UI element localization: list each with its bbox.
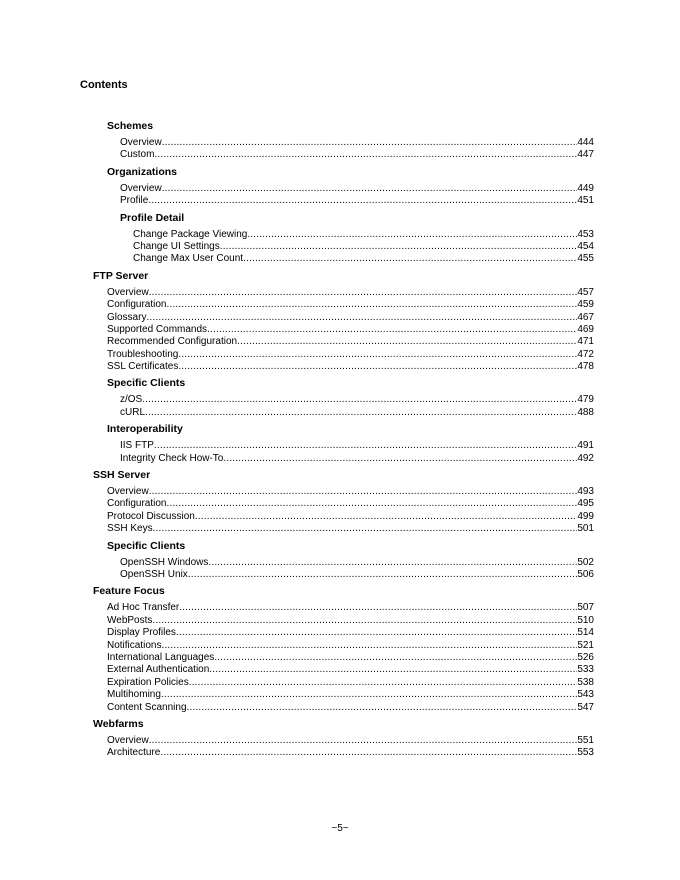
toc-section-heading: SSH Server xyxy=(93,469,151,482)
toc-entry[interactable] xyxy=(0,735,594,747)
dot-leader xyxy=(149,486,578,498)
toc-entry-page-number: 488 xyxy=(577,406,594,418)
toc-entry[interactable] xyxy=(0,195,594,207)
toc-entry-label: Overview xyxy=(120,137,162,148)
toc-entry-list xyxy=(0,440,680,465)
toc-entry-label: Recommended Configuration xyxy=(107,336,238,348)
toc-entry-page-number: 521 xyxy=(577,639,594,651)
dot-leader xyxy=(166,299,577,311)
toc-entry-label: Overview xyxy=(107,734,149,746)
toc-entry[interactable] xyxy=(0,677,594,689)
toc-entry-page-number: 478 xyxy=(577,361,594,373)
toc-section-heading: Webfarms xyxy=(93,717,144,730)
toc-entry-page-number: 479 xyxy=(577,394,594,406)
toc-entry-list xyxy=(0,287,680,374)
toc-section-heading: Specific Clients xyxy=(107,377,186,390)
toc-entry-label: cURL xyxy=(120,406,146,418)
toc-entry-label: Overview xyxy=(120,182,162,194)
toc-entry-list xyxy=(0,394,680,419)
toc-entry-page-number: 533 xyxy=(577,664,594,676)
toc-entry-page-number: 526 xyxy=(577,651,594,663)
toc-entry-label: IIS FTP xyxy=(120,440,154,452)
dot-leader xyxy=(161,640,577,652)
toc-entry-page-number: 453 xyxy=(577,228,594,240)
dot-leader xyxy=(166,498,577,510)
toc-entry-page-number: 492 xyxy=(577,452,594,464)
toc-entry-label: International Languages xyxy=(107,651,215,663)
toc-entry-list xyxy=(0,229,680,266)
toc-entry[interactable] xyxy=(0,747,594,759)
toc-entry-label: Change Max User Count xyxy=(133,253,244,265)
dot-leader xyxy=(188,569,578,581)
dot-leader xyxy=(208,557,577,569)
toc-entry-label: SSH Keys xyxy=(107,523,153,535)
toc-entry-page-number: 499 xyxy=(577,510,594,522)
dot-leader xyxy=(189,677,578,689)
toc-entry[interactable] xyxy=(0,137,594,149)
dot-leader xyxy=(162,137,578,149)
toc-entry-label: OpenSSH Windows xyxy=(120,556,209,568)
toc-entry[interactable] xyxy=(0,615,594,627)
toc-entry[interactable] xyxy=(0,440,594,452)
toc-entry[interactable] xyxy=(0,652,594,664)
dot-leader xyxy=(176,627,577,639)
toc-entry-label: Configuration xyxy=(107,498,167,510)
dot-leader xyxy=(154,440,577,452)
toc-entry-label: Notifications xyxy=(107,639,162,651)
toc-entry-list xyxy=(0,137,680,162)
dot-leader xyxy=(214,652,577,664)
toc-entry[interactable] xyxy=(0,349,594,361)
toc-entry-page-number: 493 xyxy=(577,486,594,498)
toc-entry-label: Overview xyxy=(107,486,149,498)
toc-entry-label: SSL Certificates xyxy=(107,361,179,373)
toc-entry-page-number: 454 xyxy=(577,240,594,252)
toc-section-heading: Specific Clients xyxy=(107,539,186,552)
toc-entry[interactable] xyxy=(0,394,594,406)
dot-leader xyxy=(145,407,577,419)
toc-entry[interactable] xyxy=(0,361,594,373)
toc-entry-page-number: 501 xyxy=(577,523,594,535)
toc-entry-page-number: 495 xyxy=(577,498,594,510)
toc-entry-label: Profile xyxy=(120,195,149,207)
toc-entry-label: Supported Commands xyxy=(107,323,208,335)
toc-entry-label: Multihoming xyxy=(107,689,161,701)
toc-entry-page-number: 543 xyxy=(577,689,594,701)
dot-leader xyxy=(148,195,577,207)
toc-section-heading: Feature Focus xyxy=(93,585,165,598)
toc-entry[interactable] xyxy=(0,511,594,523)
toc-entry-label: Integrity Check How-To xyxy=(120,452,224,464)
toc-entry[interactable] xyxy=(0,229,594,241)
toc-entry-label: Configuration xyxy=(107,299,167,311)
dot-leader xyxy=(223,453,577,465)
toc-entry[interactable] xyxy=(0,312,594,324)
toc-entry[interactable] xyxy=(0,299,594,311)
toc-entry[interactable] xyxy=(0,336,594,348)
toc-entry-page-number: 510 xyxy=(577,614,594,626)
dot-leader xyxy=(160,747,577,759)
toc-entry-page-number: 506 xyxy=(577,568,594,580)
toc-entry-page-number: 471 xyxy=(577,336,594,348)
dot-leader xyxy=(149,287,578,299)
toc-entry[interactable] xyxy=(0,702,594,714)
toc-entry-label: External Authentication xyxy=(107,664,210,676)
dot-leader xyxy=(152,615,577,627)
toc-entry-page-number: 502 xyxy=(577,556,594,568)
dot-leader xyxy=(178,361,577,373)
dot-leader xyxy=(187,702,578,714)
toc-entry[interactable] xyxy=(0,689,594,701)
toc-entry-label: Content Scanning xyxy=(107,701,187,713)
toc-entry-label: z/OS xyxy=(120,394,143,406)
toc-entry-page-number: 467 xyxy=(577,311,594,323)
toc-entry[interactable] xyxy=(0,640,594,652)
dot-leader xyxy=(237,336,577,348)
dot-leader xyxy=(162,183,578,195)
toc-entry[interactable] xyxy=(0,149,594,161)
dot-leader xyxy=(154,149,577,161)
toc-entry-page-number: 469 xyxy=(577,323,594,335)
toc-entry[interactable] xyxy=(0,253,594,265)
toc-entry[interactable] xyxy=(0,183,594,195)
toc-entry[interactable] xyxy=(0,241,594,253)
toc-entry[interactable] xyxy=(0,486,594,498)
toc-entry-label: Architecture xyxy=(107,747,161,759)
dot-leader xyxy=(146,312,577,324)
toc-entry[interactable] xyxy=(0,324,594,336)
toc-entry-list xyxy=(0,183,680,208)
toc-entry-label: WebPosts xyxy=(107,614,153,626)
dot-leader xyxy=(195,511,578,523)
dot-leader xyxy=(142,394,577,406)
toc-entry-page-number: 472 xyxy=(577,348,594,360)
toc-entry[interactable] xyxy=(0,557,594,569)
toc-entry[interactable] xyxy=(0,407,594,419)
toc-section-heading: Profile Detail xyxy=(120,211,185,224)
toc-entry-list xyxy=(0,735,680,760)
dot-leader xyxy=(209,664,577,676)
toc-entry-page-number: 455 xyxy=(577,253,594,265)
toc-entry-list xyxy=(0,602,680,714)
dot-leader xyxy=(161,689,577,701)
toc-entry-label: Ad Hoc Transfer xyxy=(107,602,180,614)
toc-entry-page-number: 491 xyxy=(577,440,594,452)
toc-entry-label: Custom xyxy=(120,149,155,161)
toc-entry-page-number: 444 xyxy=(577,137,594,148)
toc-entry-page-number: 451 xyxy=(577,195,594,207)
toc-section-heading: FTP Server xyxy=(93,269,149,282)
toc-entry-label: Display Profiles xyxy=(107,627,176,639)
dot-leader xyxy=(220,241,578,253)
dot-leader xyxy=(247,229,577,241)
toc-entry-page-number: 447 xyxy=(577,149,594,161)
toc-entry-page-number: 551 xyxy=(577,734,594,746)
toc-entry-page-number: 547 xyxy=(577,701,594,713)
toc-entry-list xyxy=(0,486,680,536)
toc-entry-label: Overview xyxy=(107,286,149,298)
toc-entry-label: Glossary xyxy=(107,311,147,323)
toc-entry[interactable] xyxy=(0,287,594,299)
toc-entry[interactable] xyxy=(0,602,594,614)
toc-section-heading: Interoperability xyxy=(107,423,183,436)
toc-entry[interactable] xyxy=(0,498,594,510)
toc-entry-label: Change Package Viewing xyxy=(133,228,248,240)
page-title: Contents xyxy=(80,79,128,91)
dot-leader xyxy=(149,735,578,747)
toc-entry-label: Protocol Discussion xyxy=(107,510,195,522)
dot-leader xyxy=(178,349,577,361)
toc-section-heading: Schemes xyxy=(107,120,154,132)
toc-entry-page-number: 553 xyxy=(577,747,594,759)
toc-entry-label: Change UI Settings xyxy=(133,240,220,252)
toc-entry-page-number: 449 xyxy=(577,182,594,194)
dot-leader xyxy=(243,253,577,265)
toc-entry[interactable] xyxy=(0,523,594,535)
toc-entry-label: OpenSSH Unix xyxy=(120,568,188,580)
dot-leader xyxy=(179,602,577,614)
toc-entry-list xyxy=(0,557,680,582)
toc-entry-page-number: 457 xyxy=(577,286,594,298)
toc-entry-page-number: 538 xyxy=(577,676,594,688)
page-number: ~5~ xyxy=(331,823,349,834)
toc-section-heading: Organizations xyxy=(107,165,178,178)
toc-entry[interactable] xyxy=(0,627,594,639)
table-of-contents xyxy=(0,120,680,764)
toc-entry-label: Troubleshooting xyxy=(107,348,179,360)
toc-entry-label: Expiration Policies xyxy=(107,676,189,688)
toc-entry[interactable] xyxy=(0,453,594,465)
toc-entry[interactable] xyxy=(0,569,594,581)
toc-entry-page-number: 507 xyxy=(577,602,594,614)
toc-entry-page-number: 514 xyxy=(577,627,594,639)
toc-entry-page-number: 459 xyxy=(577,299,594,311)
toc-entry[interactable] xyxy=(0,664,594,676)
dot-leader xyxy=(153,523,578,535)
dot-leader xyxy=(207,324,577,336)
